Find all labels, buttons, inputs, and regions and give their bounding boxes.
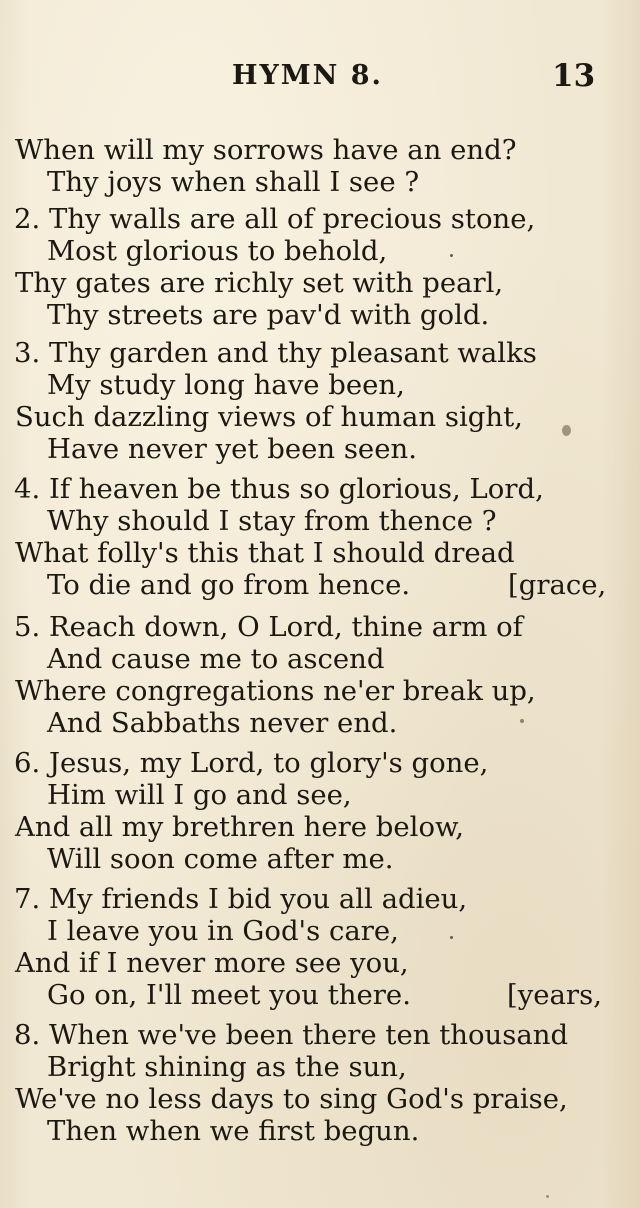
verse-line: Then when we first begun. xyxy=(47,1115,420,1147)
turnover-word: [years, xyxy=(507,979,602,1011)
verse-line: When will my sorrows have an end? xyxy=(15,134,517,166)
turnover-word: [grace, xyxy=(508,569,607,601)
verse-4-first-line: 4. If heaven be thus so glorious, Lord, xyxy=(14,473,544,505)
verse-7-first-line: 7. My friends I bid you all adieu, xyxy=(14,883,468,915)
ink-speck xyxy=(562,425,571,436)
running-title: HYMN 8. xyxy=(232,60,383,91)
verse-line: Will soon come after me. xyxy=(47,843,394,875)
ink-speck xyxy=(450,936,453,939)
verse-line: Have never yet been seen. xyxy=(47,433,417,465)
verse-line: Thy streets are pav'd with gold. xyxy=(47,299,490,331)
page-number: 13 xyxy=(552,58,596,94)
page-header xyxy=(0,58,640,98)
verse-line: I leave you in God's care, xyxy=(47,915,399,947)
verse-6-first-line: 6. Jesus, my Lord, to glory's gone, xyxy=(14,747,489,779)
verse-2-first-line: 2. Thy walls are all of precious stone, xyxy=(14,203,536,235)
verse-3-first-line: 3. Thy garden and thy pleasant walks xyxy=(14,337,537,369)
verse-line: Where congregations ne'er break up, xyxy=(15,675,536,707)
verse-5-first-line: 5. Reach down, O Lord, thine arm of xyxy=(14,611,523,643)
verse-line: We've no less days to sing God's praise, xyxy=(15,1083,568,1115)
verse-line: Him will I go and see, xyxy=(47,779,352,811)
verse-line: And cause me to ascend xyxy=(47,643,385,675)
ink-speck xyxy=(520,719,524,723)
ink-speck xyxy=(546,1195,549,1198)
verse-line: Such dazzling views of human sight, xyxy=(15,401,523,433)
verse-line: And Sabbaths never end. xyxy=(47,707,398,739)
verse-line: Thy gates are richly set with pearl, xyxy=(15,267,504,299)
verse-line: And all my brethren here below, xyxy=(15,811,465,843)
verse-line: And if I never more see you, xyxy=(15,947,409,979)
verse-line: Go on, I'll meet you there. xyxy=(47,979,411,1011)
verse-line: To die and go from hence. xyxy=(47,569,411,601)
verse-line: What folly's this that I should dread xyxy=(15,537,515,569)
ink-speck xyxy=(450,254,453,257)
verse-line: Most glorious to behold, xyxy=(47,235,388,267)
verse-8-first-line: 8. When we've been there ten thousand xyxy=(14,1019,569,1051)
verse-line: My study long have been, xyxy=(47,369,405,401)
verse-line: Thy joys when shall I see ? xyxy=(47,166,420,198)
verse-line: Bright shining as the sun, xyxy=(47,1051,407,1083)
verse-line: Why should I stay from thence ? xyxy=(47,505,497,537)
